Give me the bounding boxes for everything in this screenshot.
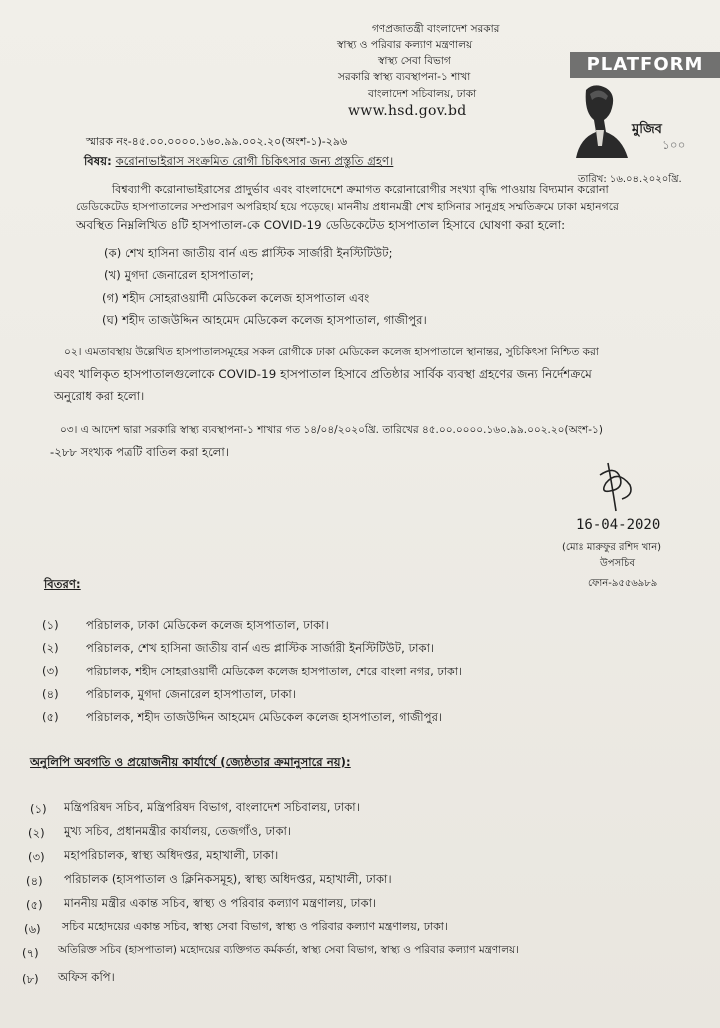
hospital-item: (খ) মুগদা জেনারেল হাসপাতাল; xyxy=(104,268,254,282)
copy-item: মন্ত্রিপরিষদ সচিব, মন্ত্রিপরিষদ বিভাগ, বাংলাদেশ সচিবালয়, ঢাকা। xyxy=(64,800,360,814)
hospital-item: (ঘ) শহীদ তাজউদ্দিন আহমেদ মেডিকেল কলেজ হাসপাতাল, গাজীপুর। xyxy=(102,313,427,327)
distribution-no: (৪) xyxy=(42,687,59,701)
distribution-title: বিতরণ: xyxy=(44,577,81,591)
header-line-2: স্বাস্থ্য ও পরিবার কল্যাণ মন্ত্রণালয় xyxy=(337,39,473,51)
memo-number: স্মারক নং-৪৫.০০.০০০০.১৬০.৯৯.০০২.২০(অংশ-১)-২৯৬ xyxy=(86,135,348,148)
logo-number: ১০০ xyxy=(662,138,686,152)
copy-item: মাননীয় মন্ত্রীর একান্ত সচিব, স্বাস্থ্য ও পরিবার কল্যাণ মন্ত্রণালয়, ঢাকা। xyxy=(64,896,377,910)
copy-item: মুখ্য সচিব, প্রধানমন্ত্রীর কার্যালয়, তেজগাঁও, ঢাকা। xyxy=(64,824,292,838)
copy-no: (৩) xyxy=(28,850,45,864)
copy-title: অনুলিপি অবগতি ও প্রয়োজনীয় কার্যার্থে (জ্যেষ্ঠতার ক্রমানুসারে নয়): xyxy=(30,755,351,769)
para2-line-1: ০২। এমতাবস্থায় উল্লেখিত হাসপাতালসমূহের সকল রোগীকে ঢাকা মেডিকেল কলেজ হাসপাতালে স্থানান্তর, সুচিকিৎসা নিশ্চিত করা xyxy=(64,346,599,358)
signatory-designation: উপসচিব xyxy=(600,558,636,569)
para2-line-2: এবং খালিকৃত হাসপাতালগুলোকে COVID-19 হাসপাতাল হিসাবে প্রতিষ্ঠার সার্বিক ব্যবস্থা গ্রহণের জন্য নির্দেশক্রমে xyxy=(54,367,592,381)
mujib-portrait-icon xyxy=(566,80,690,168)
copy-no: (৮) xyxy=(22,972,39,986)
signatory-phone: ফোন-৯৫৫৬৯৮৯ xyxy=(588,578,658,589)
signature-date: 16-04-2020 xyxy=(576,517,661,533)
header-line-3: স্বাস্থ্য সেবা বিভাগ xyxy=(378,55,451,67)
copy-no: (৬) xyxy=(24,922,41,936)
subject-label: বিষয়: xyxy=(84,154,112,168)
hospital-item: (ক) শেখ হাসিনা জাতীয় বার্ন এন্ড প্লাস্টিক সার্জারী ইনস্টিটিউট; xyxy=(104,246,393,260)
header-line-5: বাংলাদেশ সচিবালয়, ঢাকা xyxy=(368,88,477,100)
copy-no: (৭) xyxy=(22,946,39,960)
copy-item: সচিব মহোদয়ের একান্ত সচিব, স্বাস্থ্য সেবা বিভাগ, স্বাস্থ্য ও পরিবার কল্যাণ মন্ত্রণালয়, ঢাকা। xyxy=(62,920,448,933)
subject-text: করোনাভাইরাস সংক্রমিত রোগী চিকিৎসার জন্য প্রস্তুতি গ্রহণ। xyxy=(115,154,394,168)
copy-no: (২) xyxy=(28,826,45,840)
distribution-no: (৫) xyxy=(42,710,59,724)
website-link[interactable]: www.hsd.gov.bd xyxy=(348,103,467,119)
platform-watermark: PLATFORM xyxy=(570,52,720,78)
distribution-item: পরিচালক, শহীদ সোহরাওয়ার্দী মেডিকেল কলেজ হাসপাতাল, শেরে বাংলা নগর, ঢাকা। xyxy=(86,665,463,678)
para1-line-2: ডেডিকেটেড হাসপাতালের সম্প্রসারণ অপরিহার্য হয়ে পড়েছে। মাননীয় প্রধানমন্ত্রী শেখ হাসিনার সানুগ্রহ সম্মতিক্রমে ঢাকা মহানগরে xyxy=(76,201,619,213)
copy-no: (৪) xyxy=(26,874,43,888)
copy-item: পরিচালক (হাসপাতাল ও ক্লিনিকসমূহ), স্বাস্থ্য অধিদপ্তর, মহাখালী, ঢাকা। xyxy=(64,872,392,886)
para1-line-3: অবস্থিত নিম্নলিখিত ৪টি হাসপাতাল-কে COVID-19 ডেডিকেটেড হাসপাতাল হিসাবে ঘোষণা করা হলো: xyxy=(76,218,566,232)
distribution-no: (২) xyxy=(42,641,59,655)
subject-line xyxy=(84,154,393,169)
copy-no: (৫) xyxy=(26,898,43,912)
header-line-1: গণপ্রজাতন্ত্রী বাংলাদেশ সরকার xyxy=(372,23,500,35)
mujib-logo xyxy=(566,80,690,168)
header-line-4: সরকারি স্বাস্থ্য ব্যবস্থাপনা-১ শাখা xyxy=(338,71,471,83)
hospital-item: (গ) শহীদ সোহরাওয়ার্দী মেডিকেল কলেজ হাসপাতাল এবং xyxy=(102,291,370,305)
distribution-no: (১) xyxy=(42,618,59,632)
memo-date: তারিখ: ১৬.০৪.২০২০খ্রি. xyxy=(578,174,682,185)
copy-item: অফিস কপি। xyxy=(58,970,115,984)
distribution-no: (৩) xyxy=(42,664,59,678)
copy-item: অতিরিক্ত সচিব (হাসপাতাল) মহোদয়ের ব্যক্তিগত কর্মকর্তা, স্বাস্থ্য সেবা বিভাগ, স্বাস্থ্য ও পরিবার কল্যাণ মন্ত্রণালয়। xyxy=(58,944,519,956)
distribution-item: পরিচালক, মুগদা জেনারেল হাসপাতাল, ঢাকা। xyxy=(86,687,297,701)
para2-line-3: অনুরোধ করা হলো। xyxy=(54,389,145,403)
para3-line-1: ০৩। এ আদেশ দ্বারা সরকারি স্বাস্থ্য ব্যবস্থাপনা-১ শাখার গত ১৪/০৪/২০২০খ্রি. তারিখের ৪৫.০০.০০০০.১৬০.৯৯.০০২.২০(অংশ-১) xyxy=(60,424,603,436)
para1-line-1: বিশ্বব্যাপী করোনাভাইরাসের প্রাদুর্ভাব এবং বাংলাদেশে ক্রমাগত করোনারোগীর সংখ্যা বৃদ্ধি পাওয়ায় বিদ্যমান করোনা xyxy=(112,183,609,196)
para3-line-2: -২৮৮ সংখ্যক পত্রটি বাতিল করা হলো। xyxy=(50,445,230,459)
copy-no: (১) xyxy=(30,802,47,816)
mujib-logo-text: মুজিব xyxy=(632,122,662,137)
signatory-name: (মোঃ মারুফুর রশিদ খান) xyxy=(562,542,662,553)
copy-item: মহাপরিচালক, স্বাস্থ্য অধিদপ্তর, মহাখালী, ঢাকা। xyxy=(64,848,279,862)
distribution-item: পরিচালক, শেখ হাসিনা জাতীয় বার্ন এন্ড প্লাস্টিক সার্জারী ইনস্টিটিউট, ঢাকা। xyxy=(86,641,435,655)
distribution-item: পরিচালক, শহীদ তাজউদ্দিন আহমেদ মেডিকেল কলেজ হাসপাতাল, গাজীপুর। xyxy=(86,710,443,724)
distribution-item: পরিচালক, ঢাকা মেডিকেল কলেজ হাসপাতাল, ঢাকা। xyxy=(86,618,329,632)
